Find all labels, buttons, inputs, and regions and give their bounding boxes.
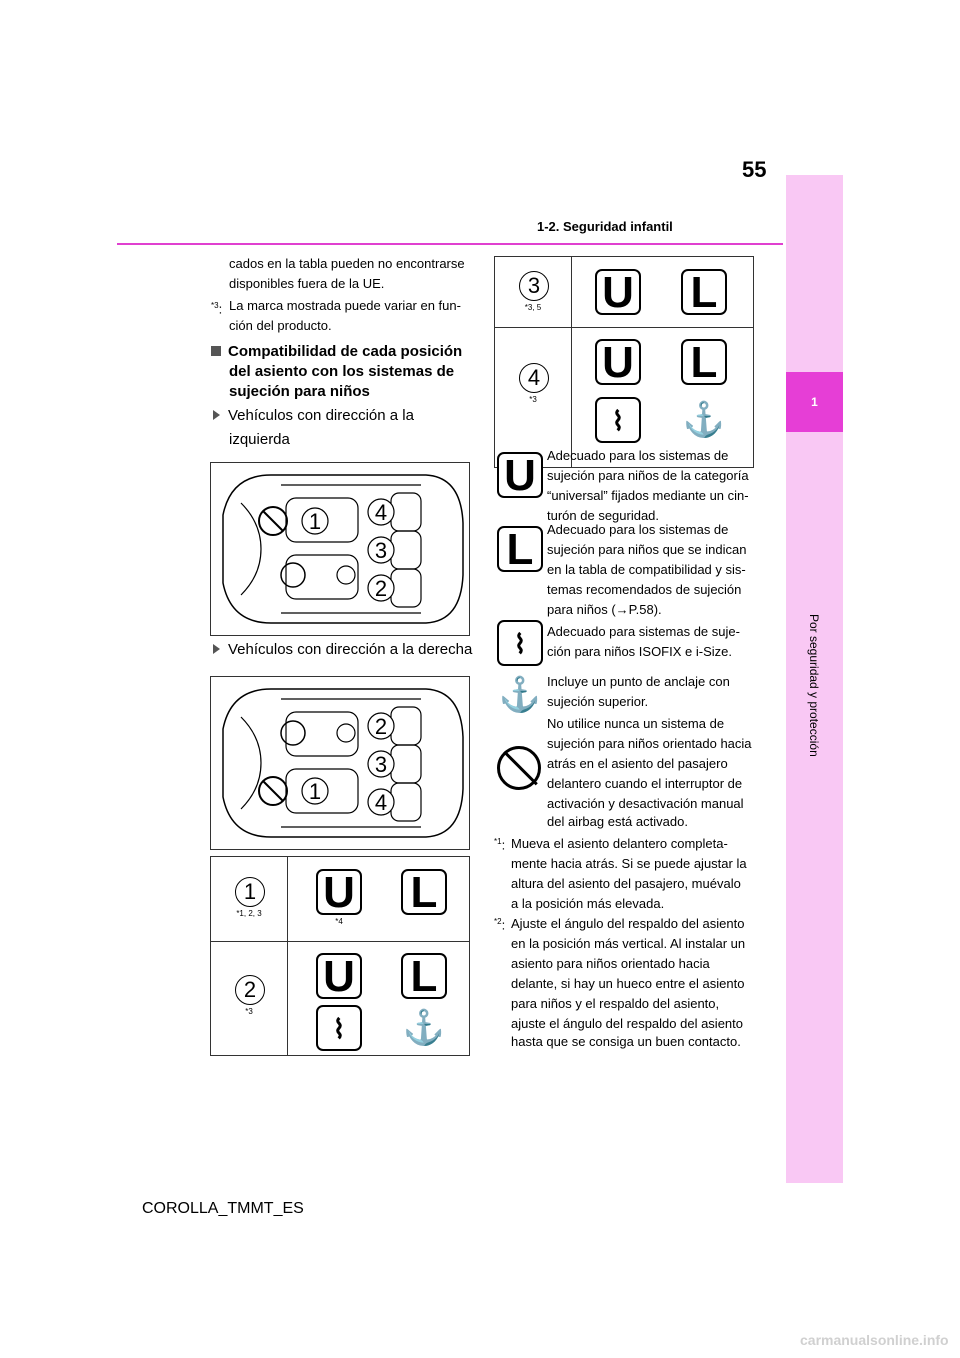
u-icon: U — [316, 869, 362, 915]
rhd-seat-2-number: 2 — [374, 714, 388, 739]
seat-1-badge: 1 — [235, 877, 265, 907]
legend-anc-1: Incluye un punto de anclaje con — [547, 674, 730, 689]
footnote-2: $^{*2}$: — [494, 917, 506, 933]
heading-line-3: sujeción para niños — [229, 383, 370, 400]
seat-3-notes: *3, 5 — [524, 303, 542, 312]
legend-no-1: No utilice nunca un sistema de — [547, 716, 725, 731]
watermark[interactable]: carmanualsonline.info — [800, 1332, 949, 1348]
bullet-triangle-icon — [213, 410, 220, 420]
fn1-line-1: Mueva el asiento delantero completa- — [511, 836, 728, 851]
footnote-2-mark: *2 — [494, 917, 502, 926]
legend-prohibited-icon — [497, 746, 541, 790]
bullet-rhd — [213, 638, 472, 662]
seat-1-notes: *1, 2, 3 — [236, 909, 262, 918]
seat-2-number: 2 — [374, 576, 388, 601]
fn2-line-7: hasta que se consiga un buen contacto. — [511, 1034, 741, 1049]
legend-anc-2: sujeción superior. — [547, 694, 649, 709]
legend-no-4: delantero cuando el interruptor de — [547, 776, 743, 791]
seat-4-badge: 4 — [519, 363, 549, 393]
legend-iso-2: ción para niños ISOFIX e i-Size. — [547, 644, 732, 659]
legend-u-icon: U — [497, 452, 543, 498]
legend-isofix-icon: ⌇ — [497, 620, 543, 666]
table-divider — [287, 857, 288, 1055]
bullet-triangle-icon — [213, 644, 220, 654]
fn1-line-2: mente hacia atrás. Si se puede ajustar la — [511, 856, 747, 871]
footnote-3: $^{*3}$: — [211, 301, 223, 317]
u-icon: U — [316, 953, 362, 999]
page-number: 55 — [742, 157, 767, 182]
seat-1-number: 1 — [308, 509, 322, 534]
section-title: 1-2. Seguridad infantil — [537, 219, 673, 234]
heading-line-1: Compatibilidad de cada posición — [228, 343, 463, 360]
chapter-tab[interactable]: 1 — [786, 372, 843, 432]
legend-u-1: Adecuado para los sistemas de — [547, 448, 729, 463]
legend-u-3: “universal” fijados mediante un cin- — [547, 488, 749, 503]
footnote-3-mark: *3 — [211, 301, 219, 310]
fn3-line-1: La marca mostrada puede variar en fun- — [229, 298, 461, 313]
l-icon: L — [401, 953, 447, 999]
rhd-seat-1-number: 1 — [308, 779, 322, 804]
top-tether-anchor-icon: ⚓ — [402, 1009, 446, 1047]
legend-l-icon: L — [497, 526, 543, 572]
legend-anchor-icon: ⚓ — [498, 676, 542, 714]
fn2-line-2: en la posición más vertical. Al instalar un — [511, 936, 746, 951]
isofix-seat-icon: ⌇ — [316, 1005, 362, 1051]
seat-2-badge: 2 — [235, 975, 265, 1005]
rhd-seat-3-number: 3 — [374, 752, 388, 777]
header-rule — [117, 243, 783, 245]
l-icon: L — [681, 269, 727, 315]
table-divider — [571, 257, 572, 467]
u-icon: U — [595, 339, 641, 385]
bullet-lhd-line-1: Vehículos con dirección a la — [228, 407, 414, 424]
intro-line-2: disponibles fuera de la UE. — [229, 276, 385, 291]
legend-no-5: activación y desactivación manual — [547, 796, 744, 811]
fn2-line-4: delante, si hay un hueco entre el asiento — [511, 976, 745, 991]
fn2-line-5: para niños y el respaldo del asiento, — [511, 996, 720, 1011]
table-row-divider — [495, 327, 753, 328]
seat-3-badge: 3 — [519, 271, 549, 301]
intro-line-1: cados en la tabla pueden no encontrarse — [229, 256, 465, 271]
prohibited-slash — [503, 751, 538, 786]
legend-l-2: sujeción para niños que se indican — [547, 542, 747, 557]
table-row-divider — [211, 941, 469, 942]
top-tether-anchor-icon: ⚓ — [682, 401, 726, 439]
car-diagram-lhd — [210, 462, 470, 636]
fn2-line-1: Ajuste el ángulo del respaldo del asiento — [511, 916, 745, 931]
u-note: *4 — [335, 917, 343, 926]
compat-table-right — [494, 256, 754, 468]
heading-compat — [211, 342, 462, 362]
bullet-lhd — [213, 404, 414, 428]
legend-no-6: del airbag está activado. — [547, 814, 688, 829]
car-rhd-svg — [211, 677, 469, 849]
fn2-line-3: asiento para niños orientado hacia — [511, 956, 710, 971]
seat-4-number: 4 — [374, 500, 388, 525]
fn3-line-2: ción del producto. — [229, 318, 332, 333]
chapter-title — [807, 614, 821, 680]
rhd-seat-4-number: 4 — [374, 790, 388, 815]
heading-line-2: del asiento con los sistemas de — [229, 363, 455, 380]
legend-u-4: turón de seguridad. — [547, 508, 660, 523]
bullet-rhd-text: Vehículos con dirección a la derecha — [228, 641, 473, 658]
fn1-line-4: a la posición más elevada. — [511, 896, 665, 911]
seat-2-notes: *3 — [245, 1007, 253, 1016]
heading-square-icon — [211, 346, 221, 356]
seat-4-notes: *3 — [529, 395, 537, 404]
seat-3-number: 3 — [374, 538, 388, 563]
l-icon: L — [681, 339, 727, 385]
legend-u-2: sujeción para niños de la categoría — [547, 468, 749, 483]
legend-iso-1: Adecuado para sistemas de suje- — [547, 624, 740, 639]
u-icon: U — [595, 269, 641, 315]
car-diagram-rhd — [210, 676, 470, 850]
l-icon: L — [401, 869, 447, 915]
legend-no-3: atrás en el asiento del pasajero — [547, 756, 728, 771]
isofix-seat-icon: ⌇ — [595, 397, 641, 443]
car-lhd-svg — [211, 463, 469, 635]
fn1-line-3: altura del asiento del pasajero, muévalo — [511, 876, 741, 891]
compat-table-left — [210, 856, 470, 1056]
legend-no-2: sujeción para niños orientado hacia — [547, 736, 752, 751]
footnote-1-mark: *1 — [494, 837, 502, 846]
footer-model: COROLLA_TMMT_ES — [142, 1200, 304, 1217]
legend-l-3: en la tabla de compatibilidad y sis- — [547, 562, 746, 577]
fn2-line-6: ajuste el ángulo del respaldo del asiento — [511, 1016, 744, 1031]
legend-l-1: Adecuado para los sistemas de — [547, 522, 729, 537]
footnote-1: $^{*1}$: — [494, 837, 506, 853]
bullet-lhd-line-2: izquierda — [229, 431, 290, 448]
legend-l-5: para niños (→P.58). — [547, 602, 662, 617]
legend-l-4: temas recomendados de sujeción — [547, 582, 742, 597]
